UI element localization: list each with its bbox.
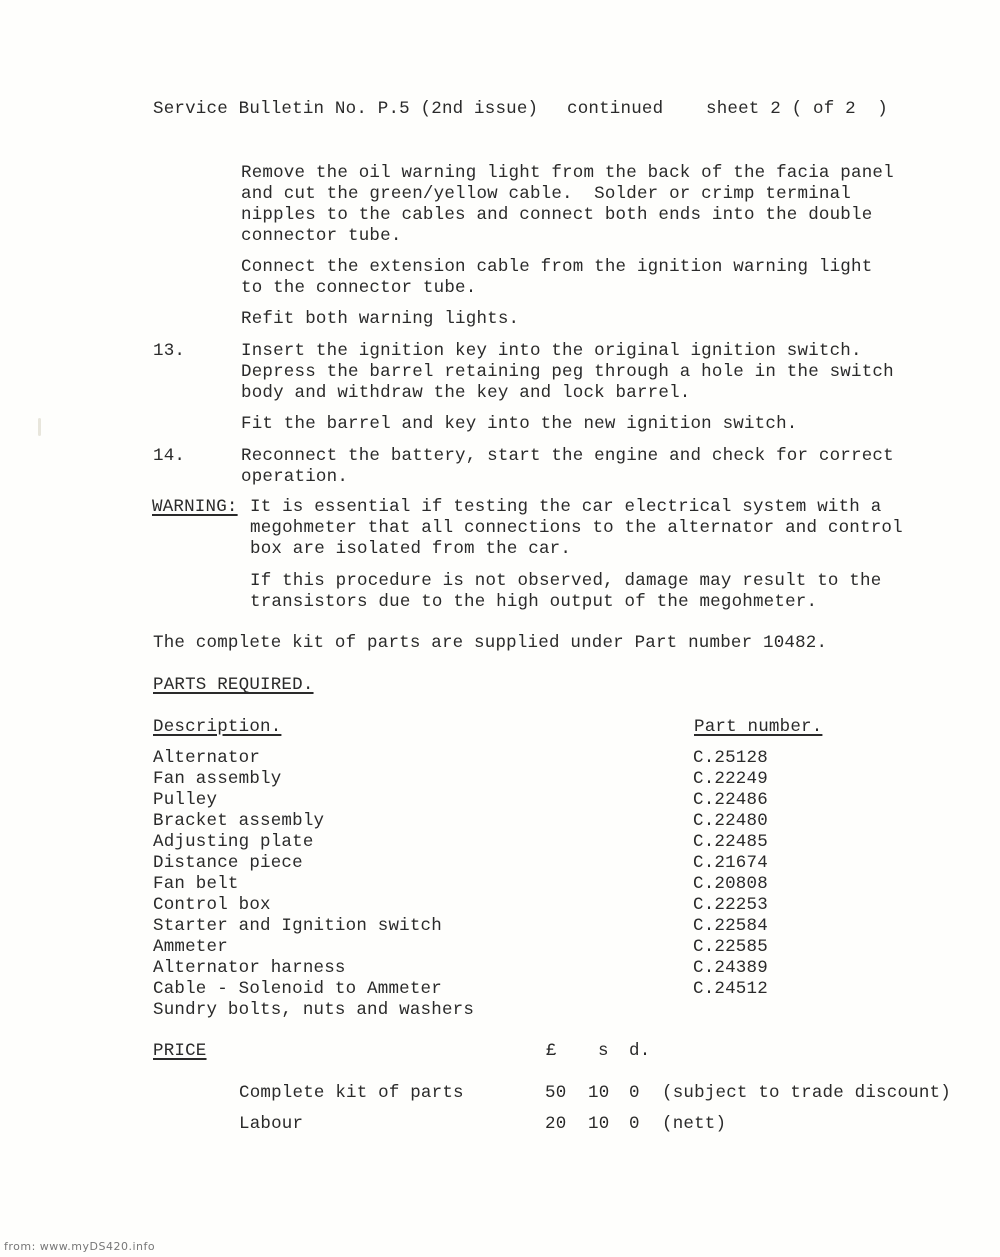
kit-statement: The complete kit of parts are supplied under Part number 10482. [153,633,828,653]
bulletin-title: Service Bulletin No. P.5 (2nd issue) [153,99,539,119]
part-description: Sundry bolts, nuts and washers [153,1000,475,1020]
step-13-paragraph-2 [241,414,798,435]
text-line: It is essential if testing the car electrical system with a [250,497,882,517]
price-item: Labour [239,1114,304,1134]
intro-paragraph-1 [241,163,894,247]
part-number: C.25128 [693,748,768,768]
part-description: Fan assembly [153,769,282,789]
column-header-part-number: Part number. [694,717,823,737]
currency-header-shillings: s [598,1041,609,1061]
part-number: C.22485 [693,832,768,852]
paper-mark [38,418,41,436]
column-header-description: Description. [153,717,282,737]
part-number: C.24389 [693,958,768,978]
part-number: C.24512 [693,979,768,999]
part-description: Distance piece [153,853,303,873]
text-line: connector tube. [241,226,402,246]
currency-header-pence: d. [629,1041,651,1061]
part-description: Pulley [153,790,218,810]
part-number: C.22486 [693,790,768,810]
part-description: Control box [153,895,271,915]
price-heading: PRICE [153,1041,207,1061]
part-number: C.22480 [693,811,768,831]
part-number: C.22253 [693,895,768,915]
intro-paragraph-3 [241,309,519,330]
sheet-indicator: sheet 2 ( of 2 ) [706,99,888,119]
step-14-paragraph-1 [241,446,894,488]
part-description: Alternator [153,748,261,768]
part-description: Bracket assembly [153,811,325,831]
text-line: operation. [241,467,349,487]
text-line: Connect the extension cable from the ignition warning light [241,257,873,277]
price-pounds: 50 [545,1083,567,1103]
part-description: Adjusting plate [153,832,314,852]
part-description: Alternator harness [153,958,346,978]
price-shillings: 10 [588,1114,610,1134]
warning-label: WARNING: [152,497,238,517]
step-number-14: 14. [153,446,186,466]
text-line: Fit the barrel and key into the new ignition switch. [241,414,798,434]
text-line: box are isolated from the car. [250,539,572,559]
parts-heading: PARTS REQUIRED. [153,675,314,695]
price-shillings: 10 [588,1083,610,1103]
step-13-paragraph-1 [241,341,894,404]
text-line: and cut the green/yellow cable. Solder or crimp terminal [241,184,851,204]
intro-paragraph-2 [241,257,872,299]
text-line: Reconnect the battery, start the engine and check for correct [241,446,894,466]
part-number: C.22584 [693,916,768,936]
warning-paragraph-1 [250,497,903,560]
part-number: C.20808 [693,874,768,894]
source-footer: from: www.myDS420.info [4,1240,156,1253]
currency-header-pounds: £ [546,1041,557,1061]
warning-paragraph-2 [250,571,881,613]
step-number-13: 13. [153,341,186,361]
part-description: Cable - Solenoid to Ammeter [153,979,442,999]
part-number: C.22249 [693,769,768,789]
text-line: to the connector tube. [241,278,477,298]
text-line: Depress the barrel retaining peg through a hole in the switch [241,362,894,382]
price-note: (nett) [662,1114,727,1134]
price-item: Complete kit of parts [239,1083,464,1103]
text-line: nipples to the cables and connect both ends into the double [241,205,873,225]
text-line: Insert the ignition key into the original ignition switch. [241,341,862,361]
price-pounds: 20 [545,1114,567,1134]
part-description: Starter and Ignition switch [153,916,442,936]
part-number: C.21674 [693,853,768,873]
text-line: transistors due to the high output of the megohmeter. [250,592,818,612]
continued-label: continued [567,99,664,119]
text-line: Refit both warning lights. [241,309,520,329]
text-line: If this procedure is not observed, damage may result to the [250,571,882,591]
price-note: (subject to trade discount) [662,1083,951,1103]
text-line: Remove the oil warning light from the back of the facia panel [241,163,894,183]
part-number: C.22585 [693,937,768,957]
part-description: Fan belt [153,874,239,894]
text-line: megohmeter that all connections to the alternator and control [250,518,903,538]
price-pence: 0 [629,1114,640,1134]
price-pence: 0 [629,1083,640,1103]
text-line: body and withdraw the key and lock barrel. [241,383,691,403]
part-description: Ammeter [153,937,228,957]
